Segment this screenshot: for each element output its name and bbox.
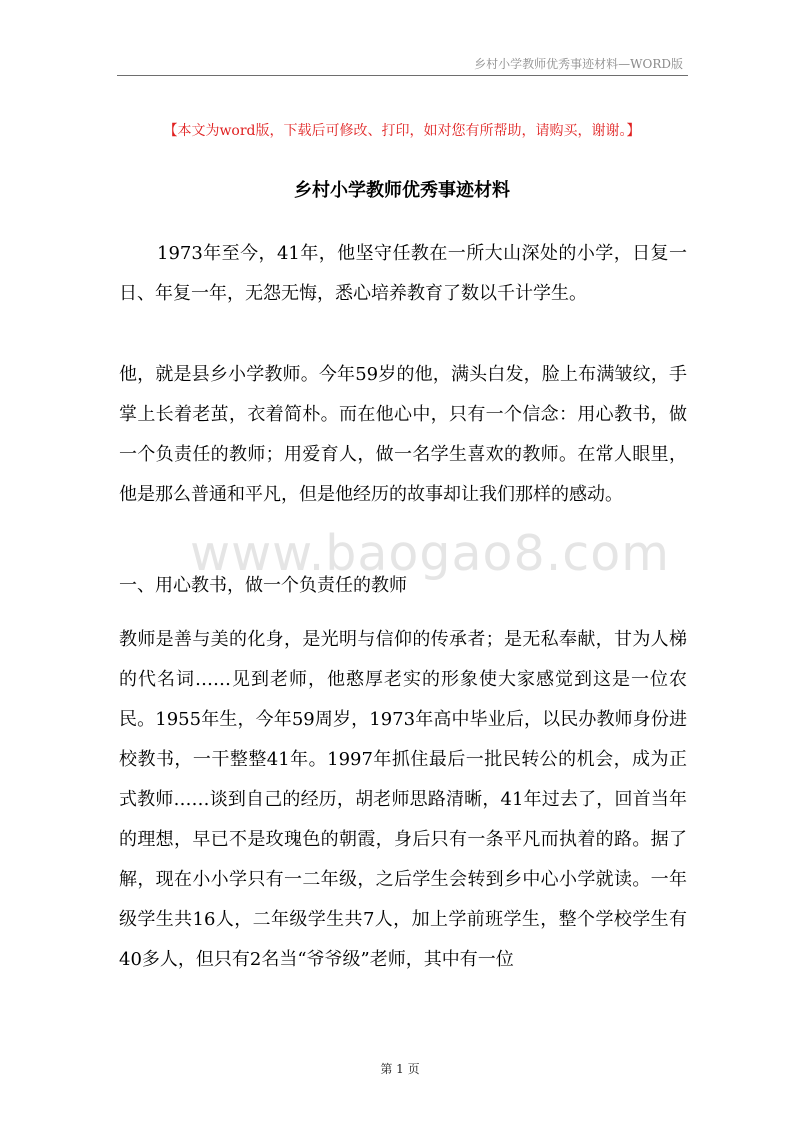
paragraph-intro: 1973年至今，41年，他坚守任教在一所大山深处的小学，日复一日、年复一年，无怨无悔，悉心培养教育了数以千计学生。 [119,243,687,304]
purchase-notice: 【本文为word版，下载后可修改、打印，如对您有所帮助，请购买，谢谢。】 [163,123,641,139]
document-title: 乡村小学教师优秀事迹材料 [294,180,510,201]
section-heading: 一、用心教书，做一个负责任的教师 [119,575,407,596]
header-rule [117,75,688,76]
page-number: 第 1 页 [380,1062,420,1076]
watermark-text: www.baogao8.com [190,525,670,582]
paragraph-body: 教师是善与美的化身，是光明与信仰的传承者；是无私奉献，甘为人梯的代名词……见到老师，他憨厚老实的形象使大家感觉到这是一位农民。1955年生，今年59周岁，1973年高中毕业后，以民办教师身份进校教书，一干整整41年。1997年抓住最后一批民转公的机会，成为正式教师……谈到自己的经历，胡老师思路清晰，41年过去了，回首当年的理想，早已不是玫瑰色的朝霞，身后只有一条平凡而执着的路。据了解，现在小小学只有一二年级，之后学生会转到乡中心小学就读。一年级学生共16人，二年级学生共7人，加上学前班学生，整个学校学生有40多人，但只有2名当“爷爷级”老师，其中有一位 [119,629,687,970]
running-header: 乡村小学教师优秀事迹材料—WORD版 [474,57,683,71]
paragraph-profile: 他，就是县乡小学教师。今年59岁的他，满头白发，脸上布满皱纹，手掌上长着老茧，衣着简朴。而在他心中，只有一个信念：用心教书，做一个负责任的教师；用爱育人，做一名学生喜欢的教师。在常人眼里，他是那么普通和平凡，但是他经历的故事却让我们那样的感动。 [119,364,687,505]
